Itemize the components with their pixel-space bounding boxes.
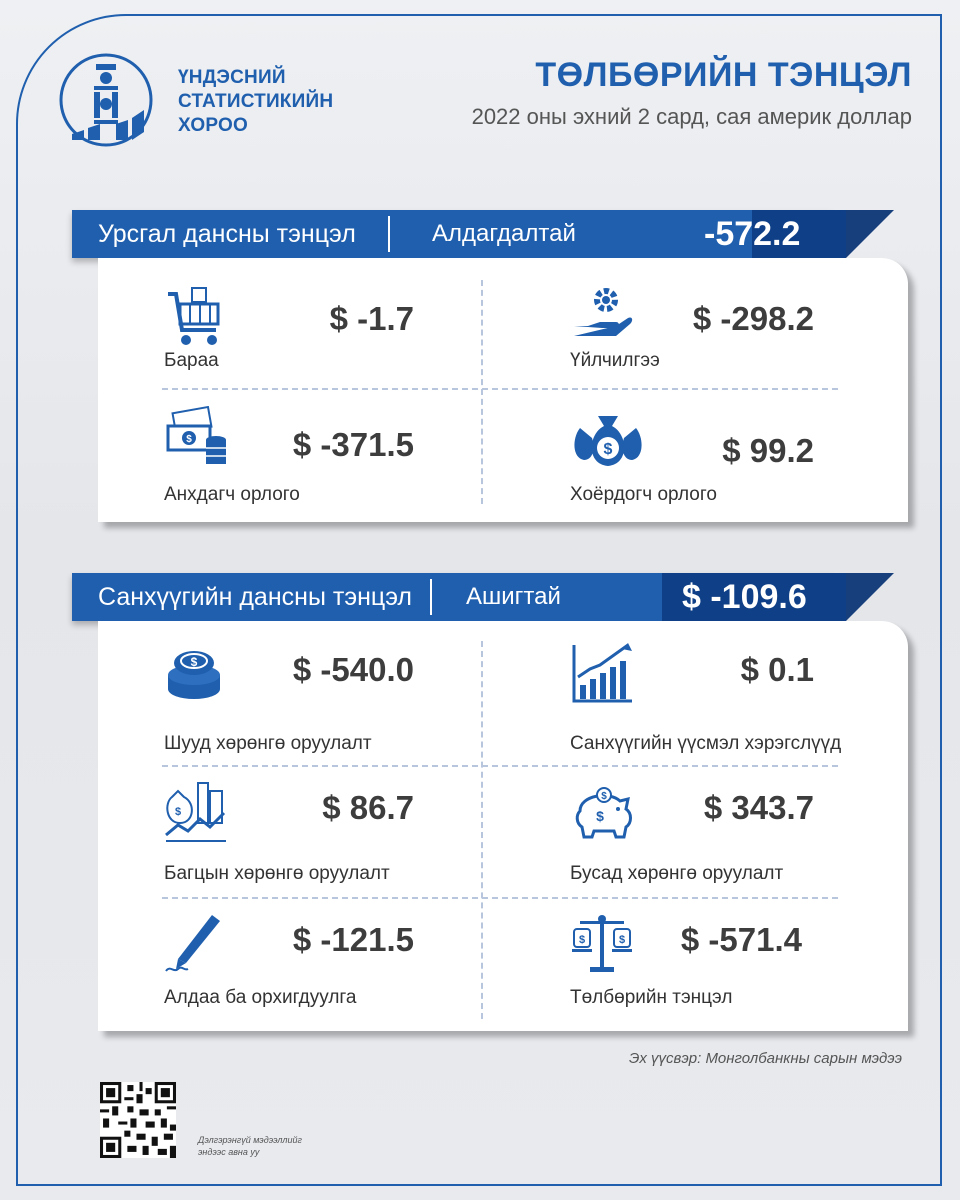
financial-account-panel [98, 621, 908, 1031]
financial-account-status: Ашигтай [466, 583, 561, 610]
primary-income-amount: $ -371.5 [292, 426, 414, 463]
balance-of-payments-amount: $ -571.4 [680, 921, 802, 958]
balance-scale-icon [570, 911, 634, 975]
qr-note-line2: эндээс авна уу [198, 1147, 260, 1157]
organization-name [178, 66, 333, 138]
portfolio-chart-icon [164, 779, 228, 843]
source-note: Эх үүсвэр: Монголбанкны сарын мэдээ [628, 1050, 902, 1067]
piggy-bank-icon [570, 781, 634, 845]
svg-text:$: $ [601, 791, 607, 802]
current-account-label: Урсгал дансны тэнцэл [98, 220, 356, 248]
qr-note [198, 1134, 302, 1158]
svg-text:$: $ [174, 806, 182, 818]
pen-icon [164, 911, 228, 975]
current-account-panel [98, 258, 908, 522]
derivatives-amount: $ 0.1 [740, 651, 814, 688]
portfolio-investment-item [98, 767, 458, 897]
derivatives-item [486, 621, 866, 765]
portfolio-investment-amount: $ 86.7 [322, 789, 414, 826]
org-name-line3: ХОРОО [178, 115, 248, 136]
direct-investment-amount: $ -540.0 [292, 651, 414, 688]
goods-label: Бараа [164, 350, 219, 371]
errors-omissions-item [98, 899, 458, 1029]
money-bags-icon [570, 408, 646, 472]
org-name-line2: СТАТИСТИКИЙН [178, 91, 334, 112]
svg-text:$: $ [190, 655, 198, 669]
page-subtitle: 2022 оны эхний 2 сард, сая америк доллар [471, 104, 912, 129]
cash-coins-icon [164, 406, 228, 470]
current-account-banner [72, 210, 882, 258]
balance-of-payments-label: Төлбөрийн тэнцэл [570, 987, 733, 1008]
svg-text:$: $ [603, 441, 613, 458]
hand-gear-icon [570, 282, 634, 346]
financial-account-value: $ -109.6 [682, 578, 807, 616]
svg-text:$: $ [186, 434, 192, 445]
nso-logo-icon [58, 52, 154, 148]
qr-note-line1: Дэлгэрэнгүй мэдээллийг [198, 1135, 302, 1145]
goods-item [98, 258, 458, 388]
services-item [486, 258, 866, 388]
org-name-line1: ҮНДЭСНИЙ [178, 67, 286, 88]
current-account-value: -572.2 [704, 215, 801, 253]
svg-text:$: $ [578, 934, 586, 946]
services-amount: $ -298.2 [692, 300, 814, 337]
other-investment-label: Бусад хөрөнгө оруулалт [570, 863, 784, 884]
secondary-income-item [486, 390, 866, 520]
goods-amount: $ -1.7 [329, 300, 414, 337]
coin-stack-icon [164, 641, 228, 705]
errors-omissions-amount: $ -121.5 [292, 921, 414, 958]
direct-investment-item [98, 621, 458, 765]
other-investment-item [486, 767, 866, 897]
balance-of-payments-item [486, 899, 866, 1029]
primary-income-label: Анхдагч орлого [164, 484, 300, 505]
secondary-income-label: Хоёрдогч орлого [570, 484, 717, 505]
secondary-income-amount: $ 99.2 [722, 432, 814, 469]
qr-code-icon[interactable] [100, 1082, 176, 1158]
svg-text:$: $ [596, 808, 604, 824]
portfolio-investment-label: Багцын хөрөнгө оруулалт [164, 863, 390, 884]
services-label: Үйлчилгээ [570, 350, 660, 371]
shopping-cart-icon [164, 286, 228, 350]
financial-account-banner [72, 573, 882, 621]
direct-investment-label: Шууд хөрөнгө оруулалт [164, 733, 372, 754]
primary-income-item [98, 390, 458, 520]
page-title: ТӨЛБӨРИЙН ТЭНЦЭЛ [535, 56, 912, 94]
errors-omissions-label: Алдаа ба орхигдуулга [164, 987, 357, 1008]
other-investment-amount: $ 343.7 [703, 789, 814, 826]
derivatives-label: Санхүүгийн үүсмэл хэрэгслүүд [570, 733, 842, 754]
bar-growth-icon [570, 641, 634, 705]
current-account-status: Алдагдалтай [432, 220, 576, 247]
financial-account-label: Санхүүгийн дансны тэнцэл [98, 583, 412, 611]
svg-text:$: $ [618, 934, 626, 946]
